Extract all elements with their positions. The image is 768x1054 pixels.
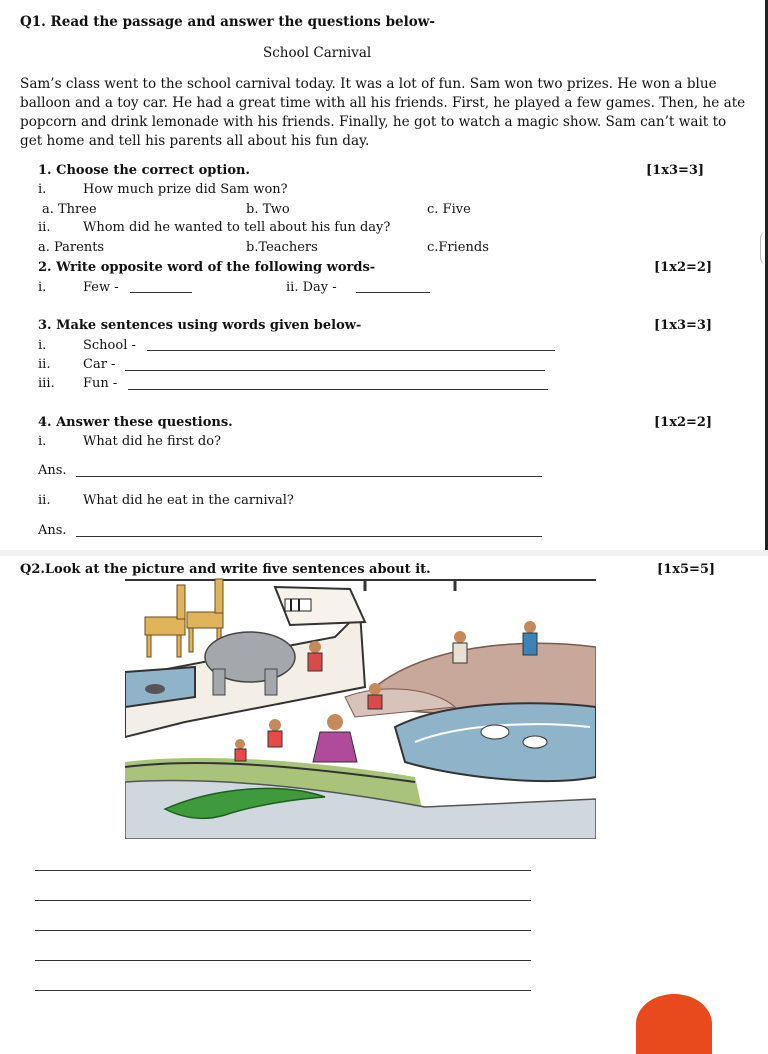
- q1-i-option-b: b. Two: [246, 202, 290, 217]
- s3-fun-label: Fun -: [83, 376, 118, 391]
- s3-car-label: Car -: [83, 357, 116, 372]
- section2-marks: [1x2=2]: [654, 260, 713, 275]
- s3-car-answer-line[interactable]: [125, 370, 545, 371]
- s4-i-num: i.: [38, 434, 47, 449]
- section1-title: 1. Choose the correct option.: [38, 163, 250, 178]
- q2-answer-line[interactable]: [35, 990, 531, 991]
- q2-marks: [1x5=5]: [657, 562, 716, 577]
- s4-ans1-label: Ans.: [38, 463, 67, 478]
- q1-i-num: i.: [38, 182, 47, 197]
- s3-school-answer-line[interactable]: [147, 350, 555, 351]
- s3-school-label: School -: [83, 338, 136, 353]
- s4-i-question: What did he first do?: [83, 434, 222, 449]
- zoo-picture: [125, 577, 596, 839]
- section3-marks: [1x3=3]: [654, 318, 713, 333]
- s2-i-num: i.: [38, 280, 47, 295]
- s4-ans1-line[interactable]: [76, 476, 542, 477]
- q1-i-option-c: c. Five: [427, 202, 471, 217]
- s4-ii-num: ii.: [38, 493, 51, 508]
- s3-ii-num: ii.: [38, 357, 51, 372]
- q2-answer-line[interactable]: [35, 960, 531, 961]
- s3-fun-answer-line[interactable]: [128, 389, 548, 390]
- s4-ans2-label: Ans.: [38, 523, 67, 538]
- q1-i-question: How much prize did Sam won?: [83, 182, 288, 197]
- section4-title: 4. Answer these questions.: [38, 415, 233, 430]
- s2-day-answer-line[interactable]: [356, 292, 430, 293]
- q1-ii-question: Whom did he wanted to tell about his fun day?: [83, 220, 391, 235]
- q1-ii-option-b: b.Teachers: [246, 240, 318, 255]
- q2-answer-line[interactable]: [35, 870, 531, 871]
- q1-heading: Q1. Read the passage and answer the questions below-: [20, 14, 435, 30]
- floating-action-button[interactable]: [636, 994, 712, 1054]
- s3-iii-num: iii.: [38, 376, 55, 391]
- page-separator: [0, 550, 768, 556]
- q2-answer-line[interactable]: [35, 900, 531, 901]
- q2-heading: Q2.Look at the picture and write five sentences about it.: [20, 562, 431, 577]
- section3-title: 3. Make sentences using words given below-: [38, 318, 362, 333]
- section1-marks: [1x3=3]: [646, 163, 705, 178]
- s4-ans2-line[interactable]: [76, 536, 542, 537]
- s2-few-answer-line[interactable]: [130, 292, 192, 293]
- s3-i-num: i.: [38, 338, 47, 353]
- q1-ii-option-c: c.Friends: [427, 240, 489, 255]
- q1-ii-num: ii.: [38, 220, 51, 235]
- passage-title: School Carnival: [263, 45, 372, 61]
- s4-ii-question: What did he eat in the carnival?: [83, 493, 294, 508]
- section2-title: 2. Write opposite word of the following words-: [38, 260, 376, 275]
- s2-day-label: ii. Day -: [286, 280, 337, 295]
- scroll-handle[interactable]: [760, 232, 768, 264]
- q1-ii-option-a: a. Parents: [38, 240, 105, 255]
- section4-marks: [1x2=2]: [654, 415, 713, 430]
- s2-few-label: Few -: [83, 280, 119, 295]
- passage-text: Sam’s class went to the school carnival today. It was a lot of fun. Sam won two prizes. He won a blue balloon and a toy car. He had a great time with all his friends. First, he played a few games. Then, he ate popcorn and drink lemonade with his friends. Finally, he got to watch a magic show. Sam can’t wait to get home and tell his parents all about his fun day.: [20, 76, 746, 149]
- q2-answer-line[interactable]: [35, 930, 531, 931]
- q1-i-option-a: a. Three: [42, 202, 97, 217]
